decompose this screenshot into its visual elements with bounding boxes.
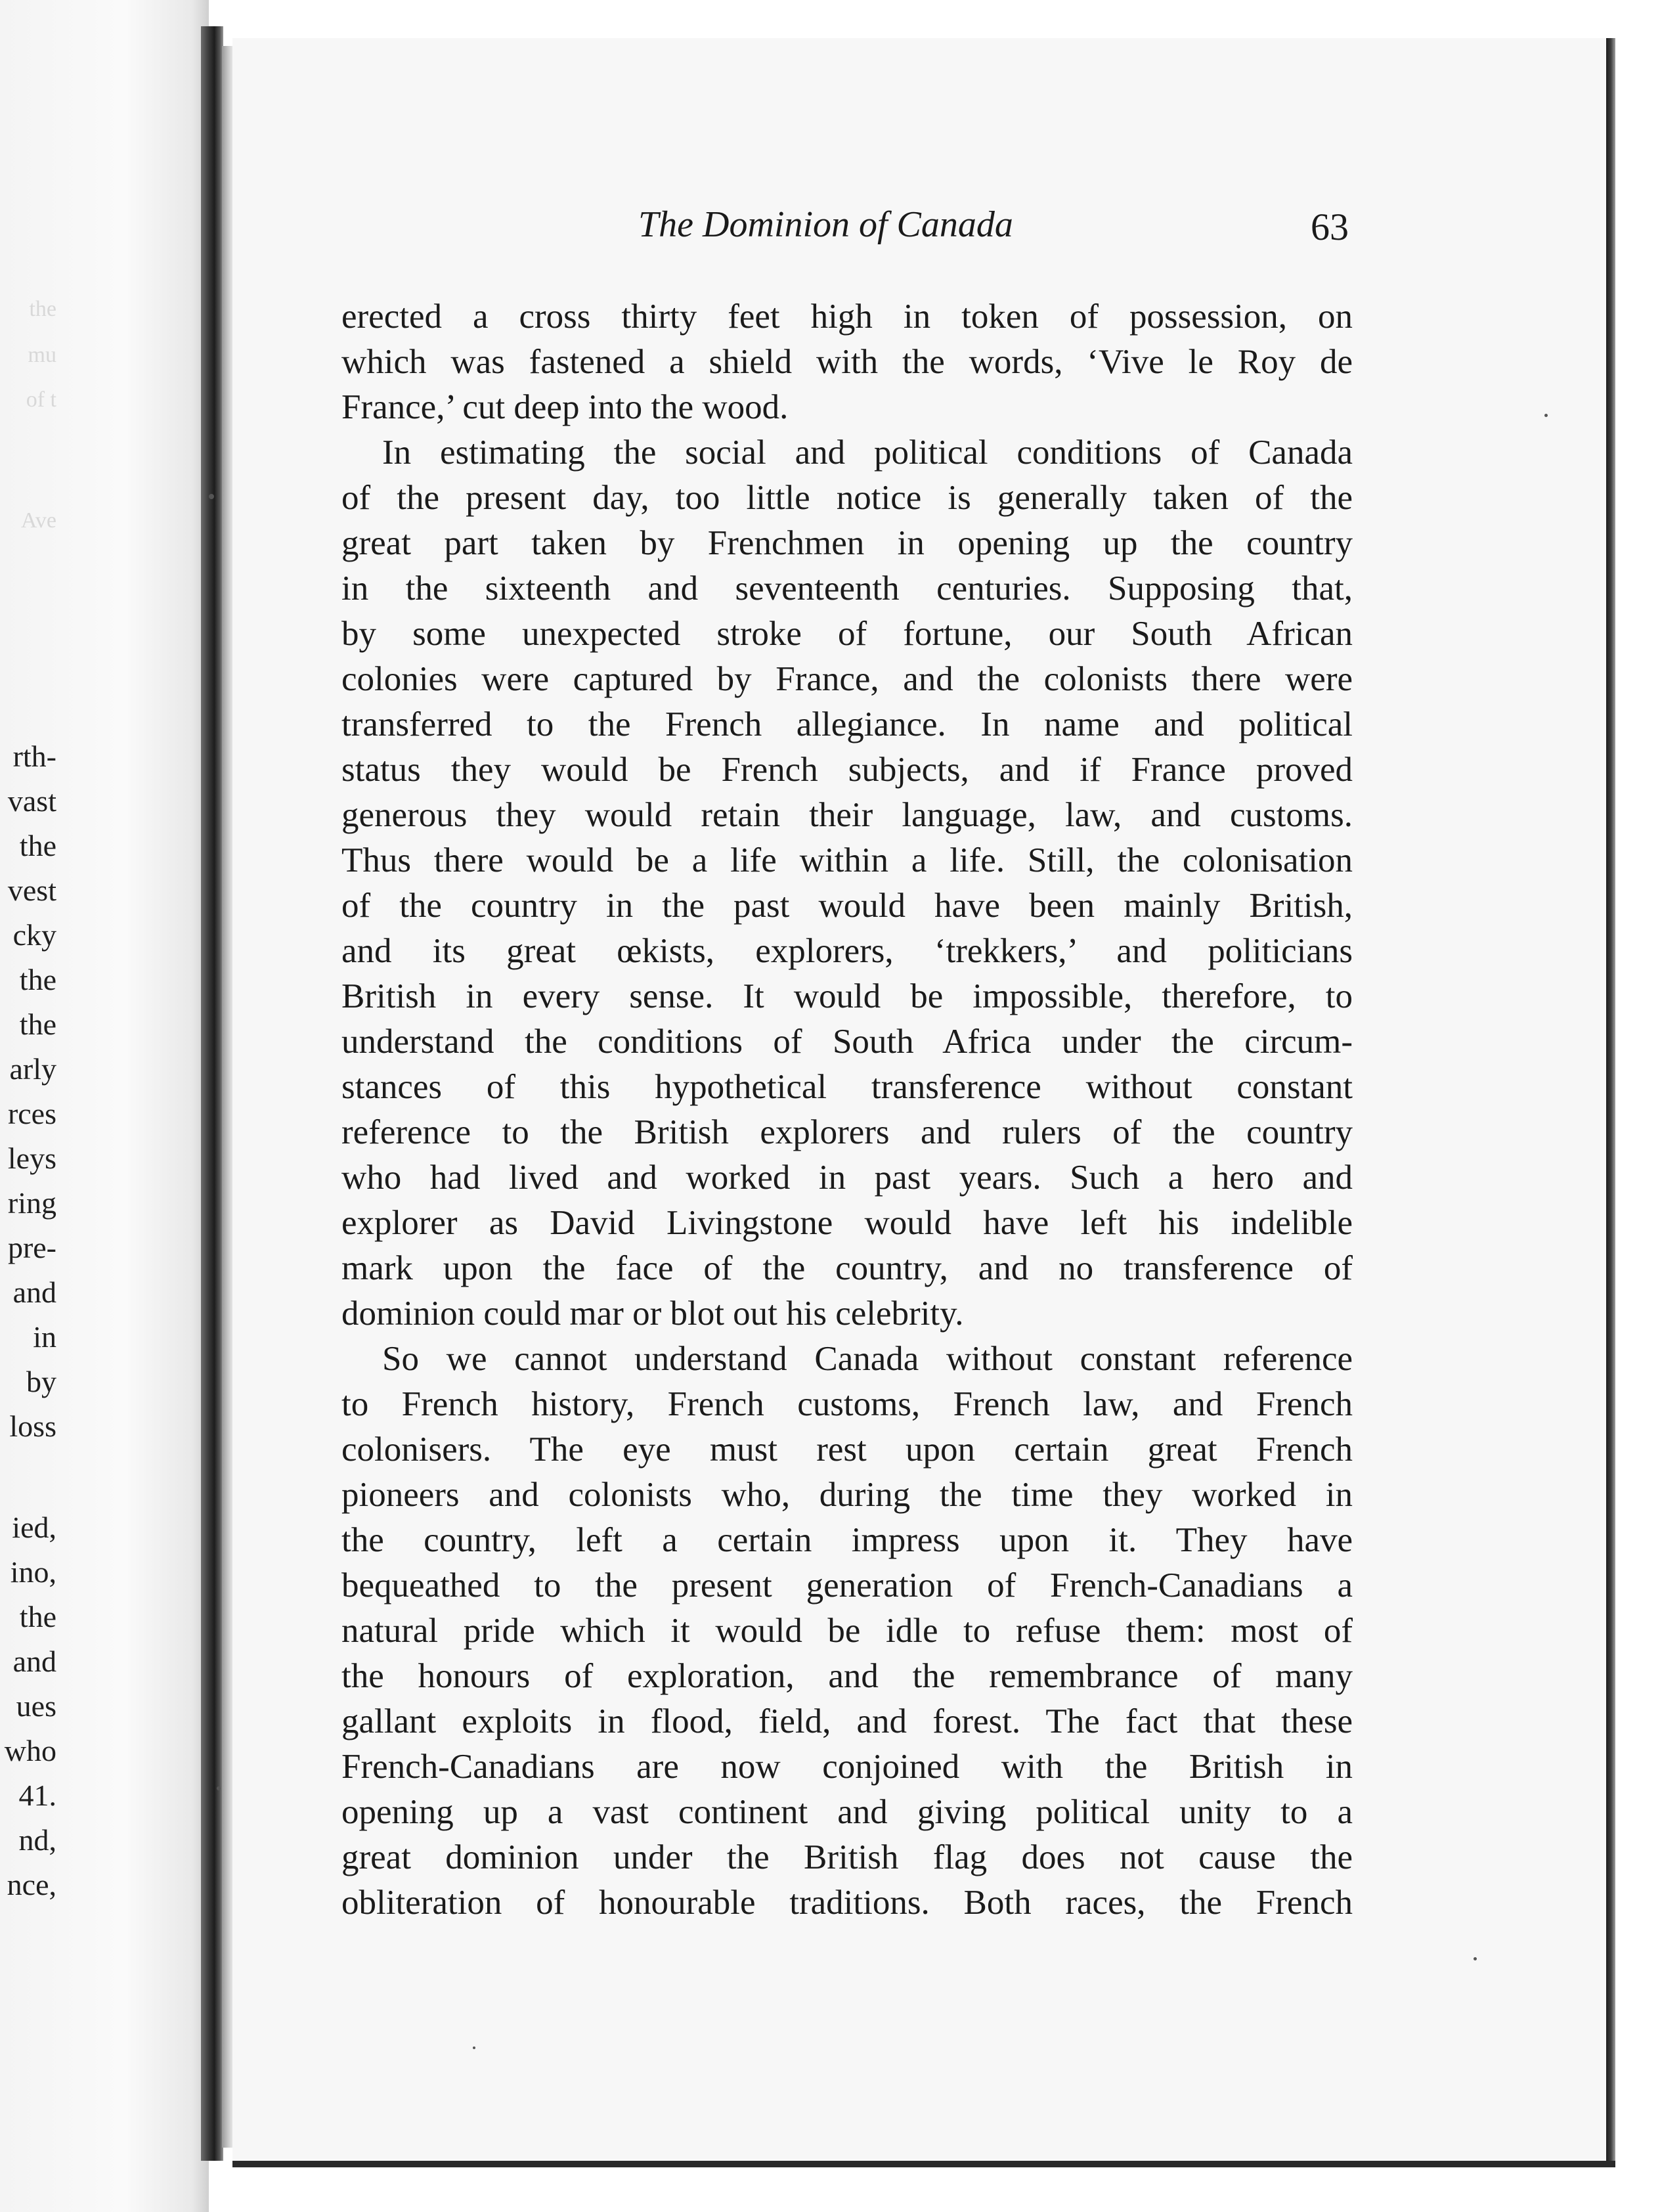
facing-page-fragment: the (19, 963, 56, 996)
text-line: So we cannot understand Canada without constant reference (382, 1340, 1353, 1378)
facing-page-fragment: vest (7, 874, 56, 907)
text-line: generous they would retain their language, law, and customs. (341, 796, 1353, 834)
facing-page-fragment: by (26, 1365, 56, 1398)
facing-page-fragment: cky (12, 918, 56, 952)
text-line: erected a cross thirty feet high in token of possession, on (341, 298, 1353, 336)
text-line: natural pride which it would be idle to refuse them: most of (341, 1612, 1353, 1650)
facing-page-ghost-line: the (29, 297, 56, 321)
facing-page-fragment: the (19, 829, 56, 862)
facing-page-fragment: ino, (10, 1555, 56, 1589)
facing-page-fragment: nd, (18, 1823, 56, 1857)
scan-speck (217, 1786, 221, 1790)
text-line: of the present day, too little notice is generally taken of the (341, 479, 1353, 517)
text-line: In estimating the social and political conditions of Canada (382, 433, 1353, 472)
text-line: bequeathed to the present generation of French-Canadians a (341, 1566, 1353, 1604)
text-line: understand the conditions of South Africa under the circum- (341, 1023, 1353, 1061)
text-line: and its great œkists, explorers, ‘trekkers,’ and politicians (341, 932, 1353, 970)
text-line: gallant exploits in flood, field, and forest. The fact that these (341, 1702, 1353, 1740)
facing-page-fragment: ied, (12, 1511, 56, 1544)
facing-page-fragment: in (33, 1320, 56, 1354)
facing-page-fragment: arly (9, 1052, 56, 1086)
facing-page-fragment: ues (16, 1689, 56, 1723)
text-line: France,’ cut deep into the wood. (341, 388, 789, 426)
facing-page-fragment: the (19, 1007, 56, 1041)
facing-page-ghost-line: of t (26, 387, 56, 412)
text-line: who had lived and worked in past years. Such a hero and (341, 1159, 1353, 1197)
scan-speck (1474, 1957, 1477, 1960)
text-line: obliteration of honourable traditions. Both races, the French (341, 1884, 1353, 1922)
text-line: the country, left a certain impress upon it. They have (341, 1521, 1353, 1559)
text-line: in the sixteenth and seventeenth centuries. Supposing that, (341, 569, 1353, 608)
text-line: great part taken by Frenchmen in opening up the country (341, 524, 1353, 562)
text-line: which was fastened a shield with the words, ‘Vive le Roy de (341, 343, 1353, 381)
text-line: dominion could mar or blot out his celebrity. (341, 1294, 964, 1333)
facing-page-fragment: rth- (12, 740, 56, 773)
text-line: mark upon the face of the country, and no transference of (341, 1249, 1353, 1287)
facing-page-left (0, 0, 209, 2212)
text-line: status they would be French subjects, and if France proved (341, 751, 1353, 789)
text-line: opening up a vast continent and giving political unity to a (341, 1793, 1353, 1831)
page-number: 63 (1311, 206, 1349, 248)
text-line: of the country in the past would have been mainly British, (341, 887, 1353, 925)
text-line: explorer as David Livingstone would have left his indelible (341, 1204, 1353, 1242)
text-line: colonies were captured by France, and the colonists there were (341, 660, 1353, 698)
facing-page-fragment: leys (7, 1141, 56, 1175)
text-line: by some unexpected stroke of fortune, our South African (341, 615, 1353, 653)
text-line: French-Canadians are now conjoined with the British in (341, 1748, 1353, 1786)
text-line: transferred to the French allegiance. In name and political (341, 705, 1353, 743)
facing-page-fragment: rces (7, 1097, 56, 1130)
facing-page-fragment: loss (9, 1409, 56, 1443)
scan-speck (1544, 414, 1548, 417)
facing-page-ghost-line: mu (28, 343, 56, 367)
facing-page-fragment: and (12, 1275, 56, 1309)
facing-page-fragment: vast (7, 784, 56, 818)
facing-page-fragment: ring (7, 1186, 56, 1220)
page-right-edge (1606, 38, 1615, 2166)
facing-page-fragment: nce, (7, 1868, 56, 1901)
facing-page-fragment: and (12, 1645, 56, 1678)
text-line: British in every sense. It would be impossible, therefore, to (341, 977, 1353, 1015)
text-line: stances of this hypothetical transference without constant (341, 1068, 1353, 1106)
text-line: Thus there would be a life within a life. Still, the colonisation (341, 841, 1353, 879)
text-line: the honours of exploration, and the remembrance of many (341, 1657, 1353, 1695)
text-line: pioneers and colonists who, during the time they worked in (341, 1476, 1353, 1514)
book-gutter (201, 26, 223, 2161)
running-head: The Dominion of Canada (638, 204, 1013, 245)
text-line: colonisers. The eye must rest upon certain great French (341, 1430, 1353, 1469)
text-line: reference to the British explorers and rulers of the country (341, 1113, 1353, 1151)
facing-page-ghost-line: Ave (20, 508, 56, 533)
facing-page-fragment: who (4, 1734, 56, 1767)
body-text (341, 294, 1353, 1926)
scan-speck (473, 2046, 475, 2049)
facing-page-fragment: pre- (7, 1231, 56, 1264)
page-bottom-edge (232, 2161, 1615, 2167)
scan-speck (209, 494, 214, 499)
text-line: to French history, French customs, French law, and French (341, 1385, 1353, 1423)
text-line: great dominion under the British flag does not cause the (341, 1838, 1353, 1876)
facing-page-fragment: the (19, 1600, 56, 1633)
facing-page-fragment: 41. (18, 1779, 56, 1812)
